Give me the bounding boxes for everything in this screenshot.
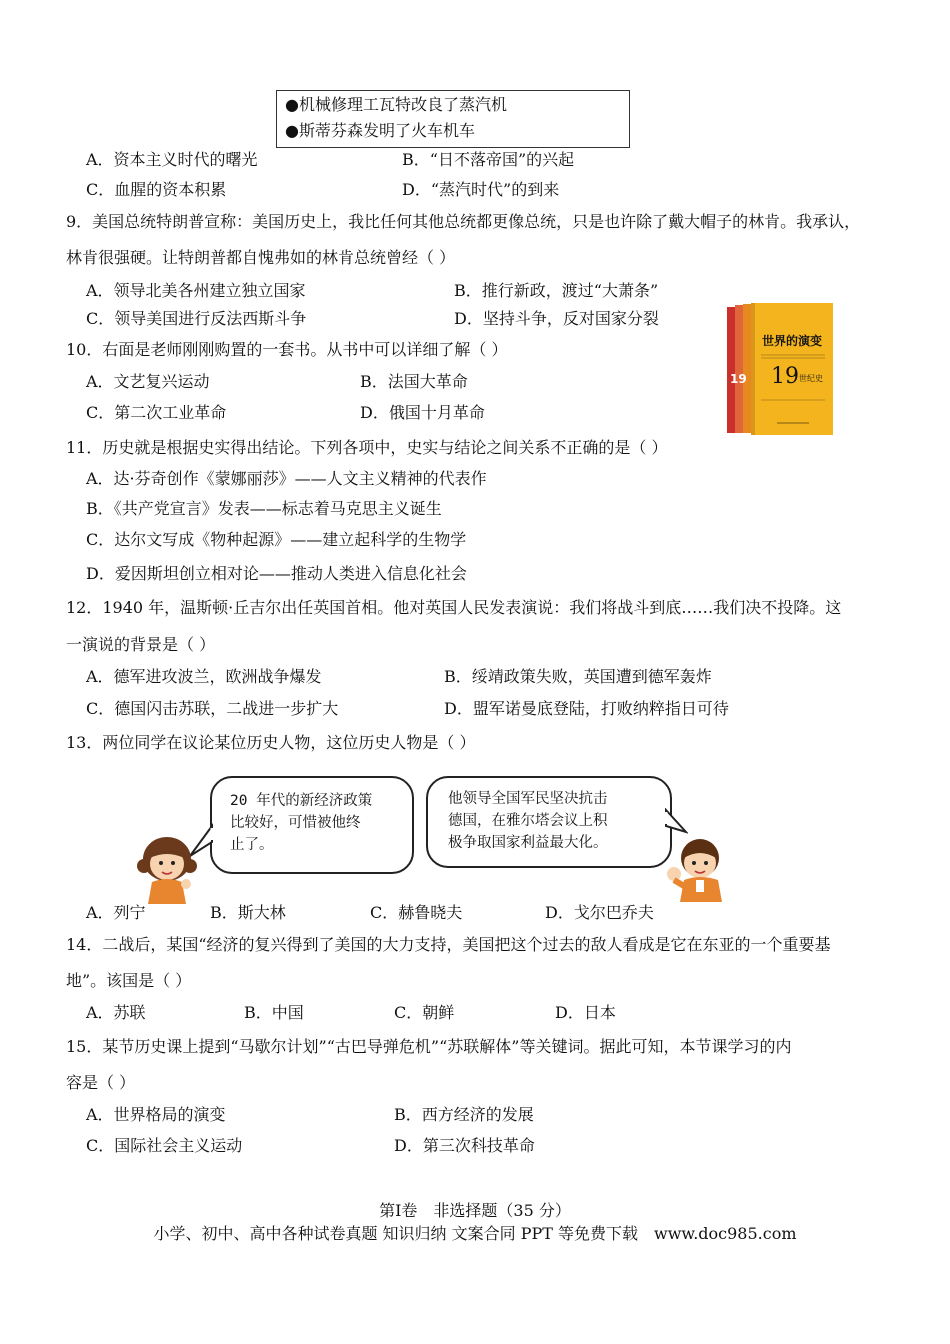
q13-option-c[interactable]: C．赫鲁晓夫 bbox=[370, 903, 463, 922]
q15-option-a[interactable]: A．世界格局的演变 bbox=[86, 1105, 226, 1124]
bubble-left-line-2: 比较好，可惜被他终 bbox=[230, 815, 361, 831]
q9-option-b[interactable]: B．推行新政，渡过“大萧条” bbox=[454, 281, 659, 300]
boy-student-illustration bbox=[662, 834, 732, 902]
speech-bubble-right bbox=[426, 776, 672, 868]
spine-number: 19 bbox=[730, 372, 747, 386]
box-line-2: ●斯蒂芬森发明了火车机车 bbox=[285, 121, 475, 140]
q13-option-a[interactable]: A．列宁 bbox=[86, 903, 146, 922]
q11-stem: 11．历史就是根据史实得出结论。下列各项中，史实与结论之间关系不正确的是（ ） bbox=[66, 438, 668, 457]
book-title: 世界的演变 bbox=[761, 334, 823, 348]
q10-option-d[interactable]: D．俄国十月革命 bbox=[360, 403, 485, 422]
q9-stem-line-1: 9．美国总统特朗普宣称：美国历史上，我比任何其他总统都更像总统，只是也许除了戴大帽子的林肯。我承认， bbox=[66, 212, 861, 231]
q14-stem-line-2: 地”。该国是（ ） bbox=[66, 971, 192, 990]
q15-stem-line-2: 容是（ ） bbox=[66, 1073, 136, 1092]
q14-option-b[interactable]: B．中国 bbox=[244, 1003, 304, 1022]
q12-option-b[interactable]: B．绥靖政策失败，英国遭到德军轰炸 bbox=[444, 667, 712, 686]
q10-option-c[interactable]: C．第二次工业革命 bbox=[86, 403, 227, 422]
speech-bubble-left bbox=[210, 776, 414, 874]
q8-option-d[interactable]: D．“蒸汽时代”的到来 bbox=[402, 180, 560, 199]
q9-option-a[interactable]: A．领导北美各州建立独立国家 bbox=[86, 281, 306, 300]
q12-option-a[interactable]: A．德军进攻波兰，欧洲战争爆发 bbox=[86, 667, 322, 686]
girl-student-illustration bbox=[136, 832, 198, 904]
book-number: 19 bbox=[771, 364, 799, 389]
q13-option-d[interactable]: D．戈尔巴乔夫 bbox=[545, 903, 654, 922]
q15-stem-line-1: 15．某节历史课上提到“马歇尔计划”“古巴导弹危机”“苏联解体”等关键词。据此可知，本节课学习的内 bbox=[66, 1037, 792, 1056]
q14-option-d[interactable]: D．日本 bbox=[555, 1003, 616, 1022]
q8-option-b[interactable]: B．“日不落帝国”的兴起 bbox=[402, 150, 575, 169]
book-set-image bbox=[727, 303, 833, 435]
bubble-right-line-1: 他领导全国军民坚决抗击 bbox=[448, 791, 608, 807]
q14-stem-line-1: 14．二战后，某国“经济的复兴得到了美国的大力支持，美国把这个过去的敌人看成是它在东亚的一个重要基 bbox=[66, 935, 831, 954]
q12-option-c[interactable]: C．德国闪击苏联，二战进一步扩大 bbox=[86, 699, 339, 718]
q12-stem-line-2: 一演说的背景是（ ） bbox=[66, 635, 216, 654]
q15-option-c[interactable]: C．国际社会主义运动 bbox=[86, 1136, 243, 1155]
q13-option-b[interactable]: B．斯大林 bbox=[210, 903, 286, 922]
q14-option-a[interactable]: A．苏联 bbox=[86, 1003, 146, 1022]
q12-stem-line-1: 12．1940 年，温斯顿·丘吉尔出任英国首相。他对英国人民发表演说：我们将战斗到底……我们决不投降。这 bbox=[66, 598, 842, 617]
bubble-left-line-1: 20 年代的新经济政策 bbox=[230, 793, 373, 809]
q15-option-b[interactable]: B．西方经济的发展 bbox=[394, 1105, 534, 1124]
bubble-right-line-3: 极争取国家利益最大化。 bbox=[448, 835, 608, 851]
q10-option-b[interactable]: B．法国大革命 bbox=[360, 372, 468, 391]
q11-option-c[interactable]: C．达尔文写成《物种起源》——建立起科学的生物学 bbox=[86, 530, 467, 549]
book-suffix: 世纪史 bbox=[799, 374, 823, 383]
q9-option-d[interactable]: D．坚持斗争，反对国家分裂 bbox=[454, 309, 659, 328]
q10-stem: 10．右面是老师刚刚购置的一套书。从书中可以详细了解（ ） bbox=[66, 340, 508, 359]
q8-option-c[interactable]: C．血腥的资本积累 bbox=[86, 180, 227, 199]
events-box bbox=[276, 90, 630, 148]
q11-option-a[interactable]: A．达·芬奇创作《蒙娜丽莎》——人文主义精神的代表作 bbox=[86, 469, 487, 488]
q14-option-c[interactable]: C．朝鲜 bbox=[394, 1003, 455, 1022]
section-heading: 第Ⅰ卷 非选择题（35 分） bbox=[379, 1201, 571, 1220]
footer-download-note: 小学、初中、高中各种试卷真题 知识归纳 文案合同 PPT 等免费下载 www.doc985.com bbox=[153, 1224, 797, 1243]
bubble-left-line-3: 止了。 bbox=[230, 837, 274, 853]
q11-option-d[interactable]: D．爱因斯坦创立相对论——推动人类进入信息化社会 bbox=[86, 564, 467, 583]
q12-option-d[interactable]: D．盟军诺曼底登陆，打败纳粹指日可待 bbox=[444, 699, 729, 718]
box-line-1: ●机械修理工瓦特改良了蒸汽机 bbox=[285, 95, 507, 114]
q9-stem-line-2: 林肯很强硬。让特朗普都自愧弗如的林肯总统曾经（ ） bbox=[66, 248, 456, 267]
q8-option-a[interactable]: A．资本主义时代的曙光 bbox=[86, 150, 258, 169]
q13-stem: 13．两位同学在议论某位历史人物，这位历史人物是（ ） bbox=[66, 733, 476, 752]
q11-option-b[interactable]: B．《共产党宣言》发表——标志着马克思主义诞生 bbox=[86, 499, 442, 518]
q10-option-a[interactable]: A．文艺复兴运动 bbox=[86, 372, 210, 391]
bubble-right-line-2: 德国，在雅尔塔会议上积 bbox=[448, 813, 608, 829]
q15-option-d[interactable]: D．第三次科技革命 bbox=[394, 1136, 535, 1155]
q9-option-c[interactable]: C．领导美国进行反法西斯斗争 bbox=[86, 309, 307, 328]
